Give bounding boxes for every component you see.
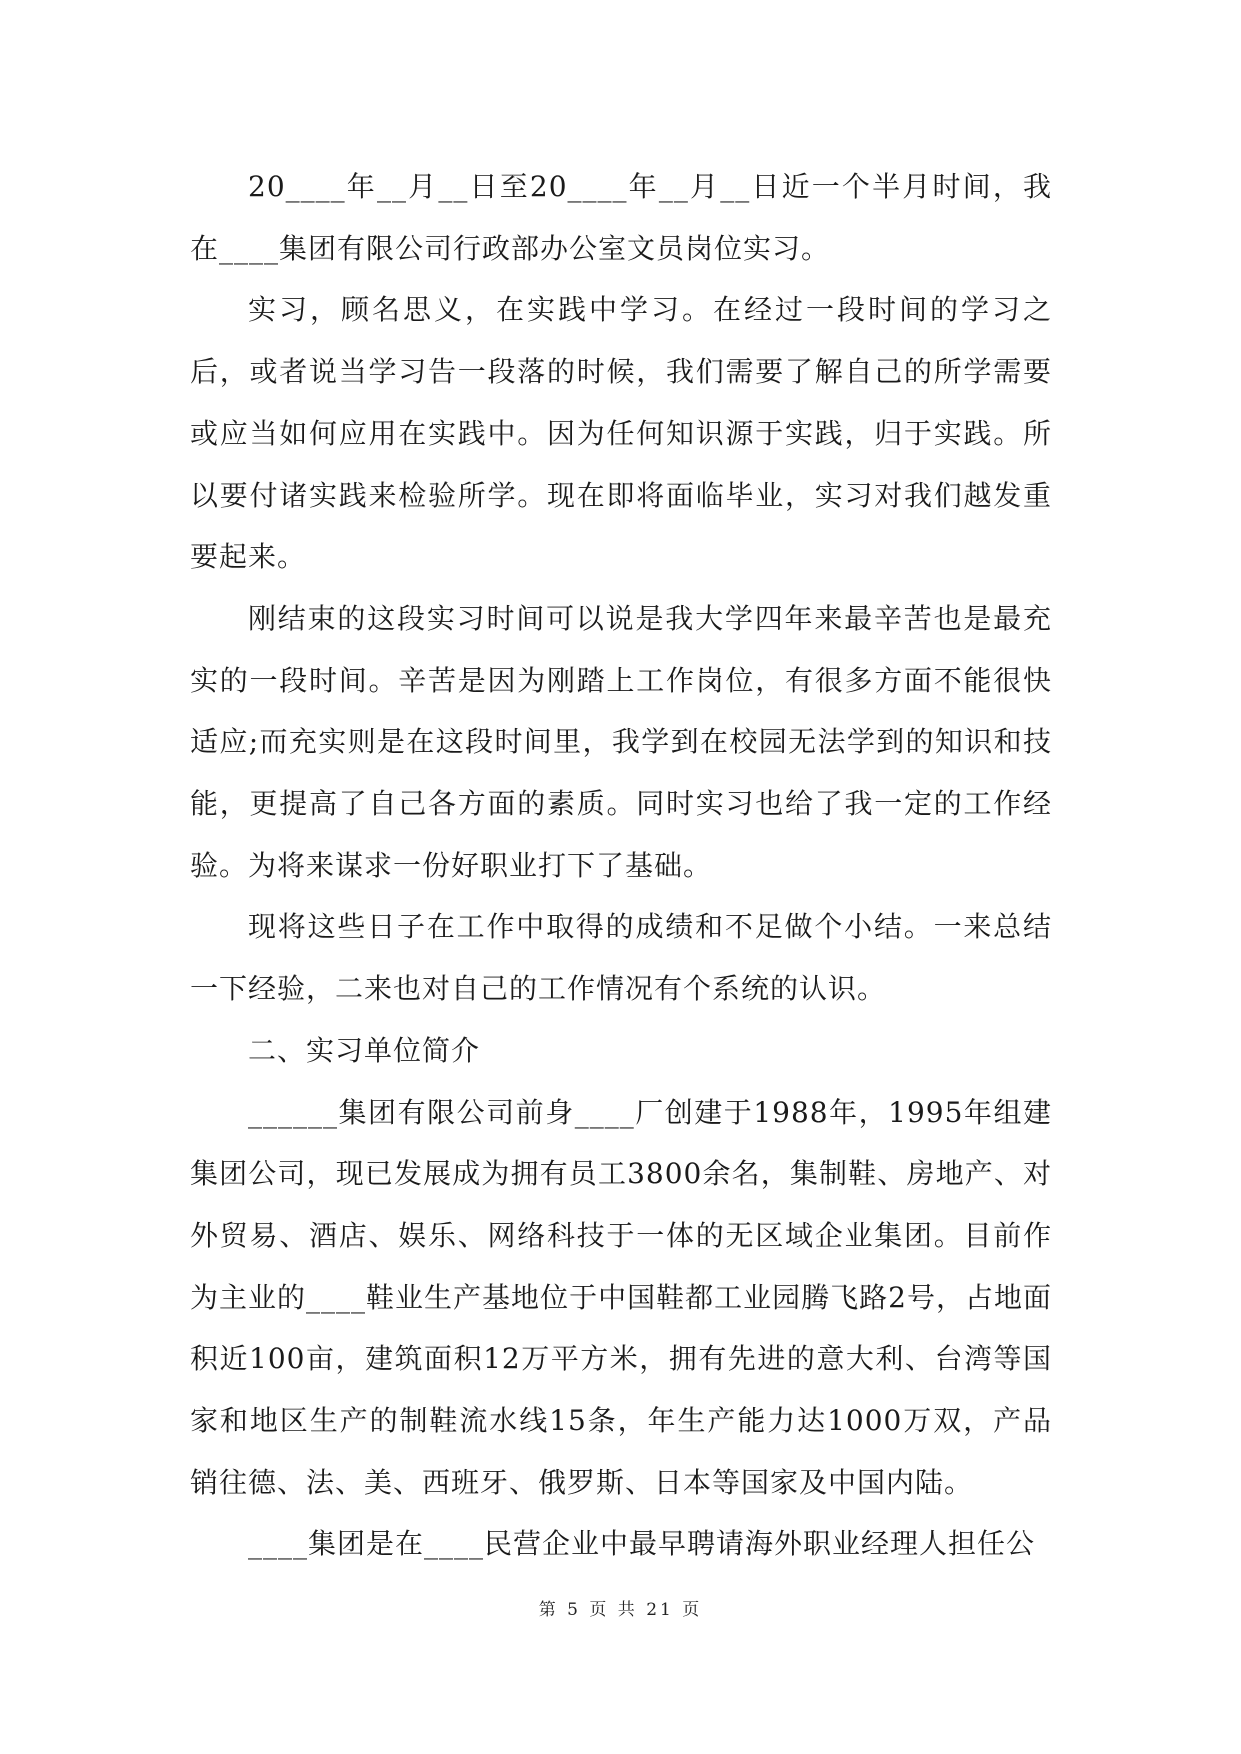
- paragraph-summary-intro: 现将这些日子在工作中取得的成绩和不足做个小结。一来总结一下经验，二来也对自己的工作情况有个系统的认识。: [190, 910, 1052, 1006]
- paragraph-internship-meaning: 实习，顾名思义，在实践中学习。在经过一段时间的学习之后，或者说当学习告一段落的时候，我们需要了解自己的所学需要或应当如何应用在实践中。因为任何知识源于实践，归于实践。所以要付诸实践来检验所学。现在即将面临毕业，实习对我们越发重要起来。: [190, 293, 1052, 574]
- document-body: [190, 156, 1052, 1575]
- page-number-footer: 第 5 页 共 21 页: [538, 1600, 703, 1620]
- paragraph-internship-experience: 刚结束的这段实习时间可以说是我大学四年来最辛苦也是最充实的一段时间。辛苦是因为刚踏上工作岗位，有很多方面不能很快适应;而充实则是在这段时间里，我学到在校园无法学到的知识和技能，更提高了自己各方面的素质。同时实习也给了我一定的工作经验。为将来谋求一份好职业打下了基础。: [190, 601, 1052, 882]
- paragraph-company-profile: ______集团有限公司前身____厂创建于1988年，1995年组建集团公司，现已发展成为拥有员工3800余名，集制鞋、房地产、对外贸易、酒店、娱乐、网络科技于一体的无区域企业集团。目前作为主业的____鞋业生产基地位于中国鞋都工业园腾飞路2号，占地面积近100亩，建筑面积12万平方米，拥有先进的意大利、台湾等国家和地区生产的制鞋流水线15条，年生产能力达1000万双，产品销往德、法、美、西班牙、俄罗斯、日本等国家及中国内陆。: [190, 1095, 1052, 1499]
- paragraph-group-management: ____集团是在____民营企业中最早聘请海外职业经理人担任公: [248, 1527, 1036, 1561]
- paragraph-internship-period: 20____年__月__日至20____年__月__日近一个半月时间，我在____集团有限公司行政部办公室文员岗位实习。: [190, 170, 1052, 265]
- section-heading-company-intro: 二、实习单位简介: [248, 1033, 481, 1067]
